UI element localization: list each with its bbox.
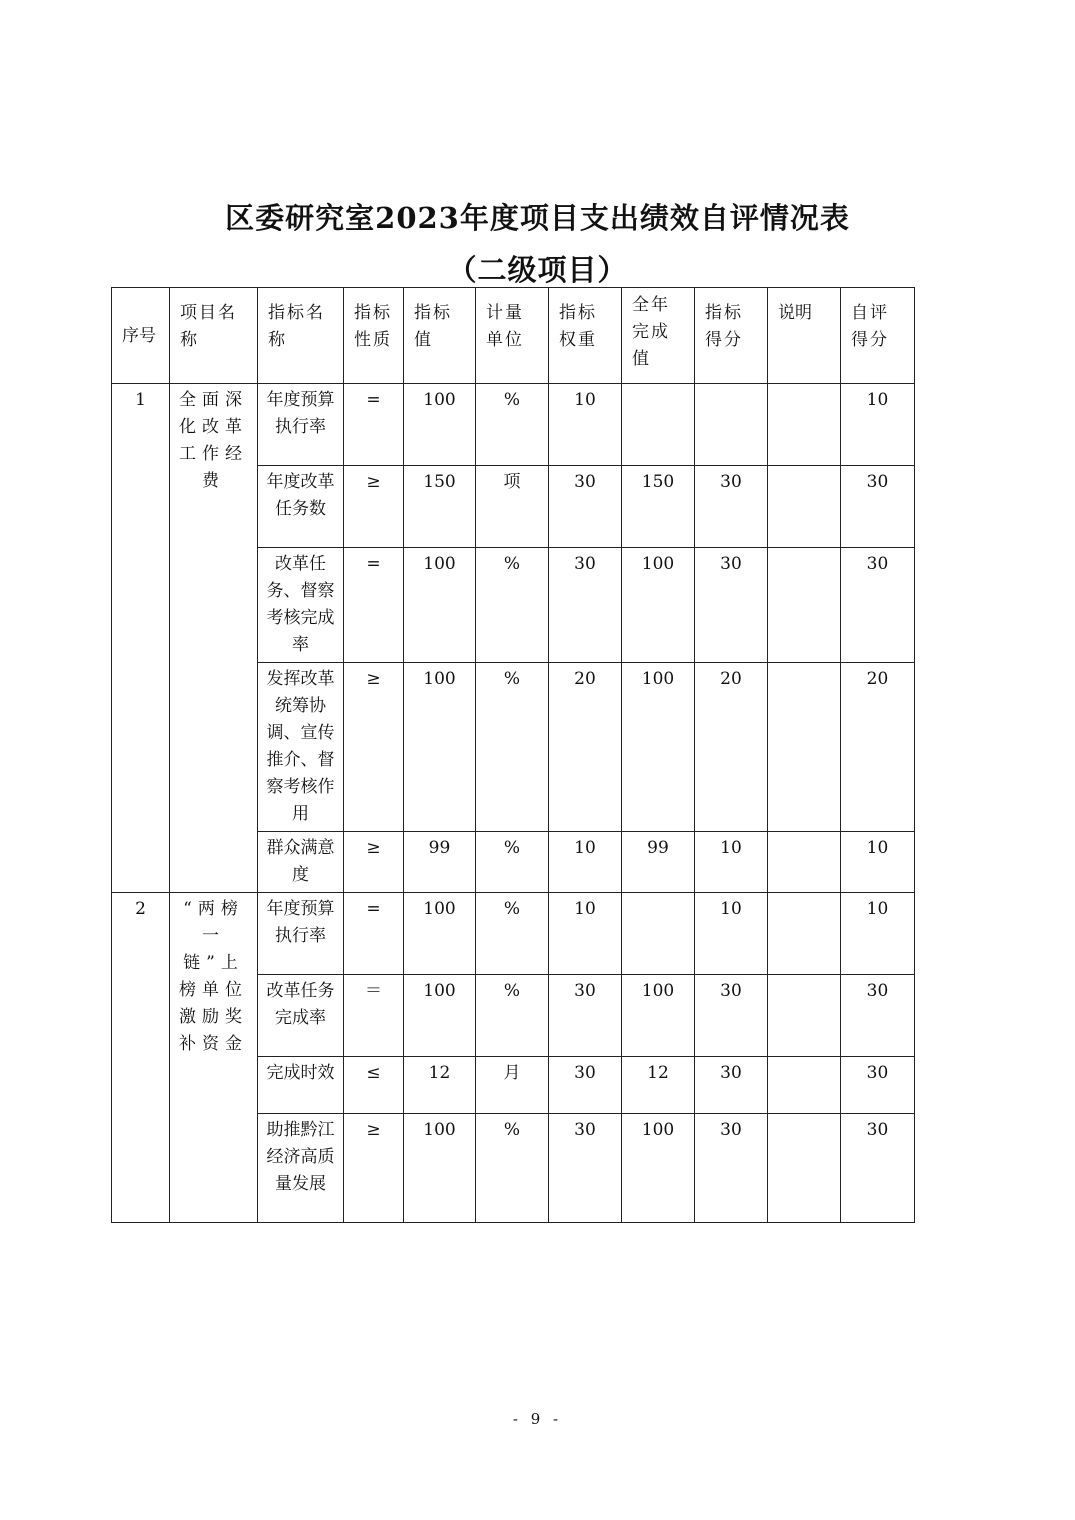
nature-cell: ≥ (344, 832, 404, 893)
indicator-cell: 年度预算执行率 (258, 893, 344, 975)
nature-cell: = (344, 384, 404, 466)
value-cell: 99 (404, 832, 476, 893)
value-cell: 100 (404, 663, 476, 832)
unit-cell: % (476, 893, 549, 975)
unit-cell: 项 (476, 466, 549, 548)
weight-cell: 30 (549, 975, 622, 1057)
unit-cell: % (476, 384, 549, 466)
value-cell: 100 (404, 1114, 476, 1223)
note-cell (768, 1114, 841, 1223)
header-cell: 自评得分 (841, 288, 915, 384)
self-score-cell: 10 (841, 384, 915, 466)
weight-cell: 10 (549, 832, 622, 893)
indicator-cell: 群众满意度 (258, 832, 344, 893)
unit-cell: % (476, 975, 549, 1057)
value-cell: 12 (404, 1057, 476, 1114)
value-cell: 100 (404, 384, 476, 466)
score-cell: 30 (695, 548, 768, 663)
score-cell: 20 (695, 663, 768, 832)
weight-cell: 30 (549, 1114, 622, 1223)
actual-cell: 100 (622, 1114, 695, 1223)
actual-cell: 150 (622, 466, 695, 548)
performance-table (111, 287, 915, 1223)
self-score-cell: 30 (841, 1114, 915, 1223)
value-cell: 100 (404, 548, 476, 663)
table-header-row (112, 288, 915, 384)
self-score-cell: 10 (841, 832, 915, 893)
value-cell: 100 (404, 975, 476, 1057)
header-cell: 序号 (112, 288, 170, 384)
indicator-cell: 改革任务、督察考核完成率 (258, 548, 344, 663)
note-cell (768, 893, 841, 975)
note-cell (768, 975, 841, 1057)
actual-cell (622, 384, 695, 466)
weight-cell: 30 (549, 1057, 622, 1114)
header-cell: 说明 (768, 288, 841, 384)
nature-cell: ≥ (344, 663, 404, 832)
nature-cell: ≤ (344, 1057, 404, 1114)
actual-cell: 100 (622, 975, 695, 1057)
document-title: 区委研究室2023年度项目支出绩效自评情况表 (225, 201, 850, 235)
unit-cell: % (476, 663, 549, 832)
note-cell (768, 384, 841, 466)
actual-cell: 100 (622, 663, 695, 832)
page-number: - 9 - (512, 1410, 563, 1428)
self-score-cell: 30 (841, 1057, 915, 1114)
header-cell: 指标性质 (344, 288, 404, 384)
score-cell: 10 (695, 893, 768, 975)
value-cell: 150 (404, 466, 476, 548)
seq-cell: 1 (112, 384, 170, 893)
unit-cell: % (476, 1114, 549, 1223)
header-cell: 全年完成值 (622, 288, 695, 384)
note-cell (768, 832, 841, 893)
indicator-cell: 年度改革任务数 (258, 466, 344, 548)
project-name-cell: 全面深化改革工作经费 (170, 384, 258, 893)
actual-cell: 99 (622, 832, 695, 893)
nature-cell: = (344, 548, 404, 663)
note-cell (768, 548, 841, 663)
score-cell: 30 (695, 1114, 768, 1223)
unit-cell: % (476, 548, 549, 663)
nature-cell: = (344, 893, 404, 975)
header-cell: 指标得分 (695, 288, 768, 384)
actual-cell: 100 (622, 548, 695, 663)
value-cell: 100 (404, 893, 476, 975)
unit-cell: 月 (476, 1057, 549, 1114)
note-cell (768, 663, 841, 832)
unit-cell: % (476, 832, 549, 893)
header-cell: 指标值 (404, 288, 476, 384)
nature-cell: ≥ (344, 466, 404, 548)
weight-cell: 20 (549, 663, 622, 832)
nature-cell: ≥ (344, 1114, 404, 1223)
document-subtitle: （二级项目） (447, 253, 628, 287)
seq-cell: 2 (112, 893, 170, 1223)
score-cell: 30 (695, 466, 768, 548)
self-score-cell: 30 (841, 466, 915, 548)
header-cell: 项目名称 (170, 288, 258, 384)
self-score-cell: 30 (841, 548, 915, 663)
score-cell: 30 (695, 975, 768, 1057)
nature-cell: ＝ (344, 975, 404, 1057)
score-cell: 10 (695, 832, 768, 893)
indicator-cell: 发挥改革统筹协调、宣传推介、督察考核作用 (258, 663, 344, 832)
indicator-cell: 年度预算执行率 (258, 384, 344, 466)
header-cell: 指标权重 (549, 288, 622, 384)
note-cell (768, 466, 841, 548)
weight-cell: 10 (549, 893, 622, 975)
self-score-cell: 10 (841, 893, 915, 975)
table-row (112, 893, 915, 975)
header-cell: 指标名称 (258, 288, 344, 384)
weight-cell: 10 (549, 384, 622, 466)
table-row (112, 384, 915, 466)
actual-cell (622, 893, 695, 975)
indicator-cell: 完成时效 (258, 1057, 344, 1114)
self-score-cell: 20 (841, 663, 915, 832)
self-score-cell: 30 (841, 975, 915, 1057)
project-name-cell: “两榜一链”上榜单位激励奖补资金 (170, 893, 258, 1223)
actual-cell: 12 (622, 1057, 695, 1114)
score-cell: 30 (695, 1057, 768, 1114)
indicator-cell: 改革任务完成率 (258, 975, 344, 1057)
note-cell (768, 1057, 841, 1114)
score-cell (695, 384, 768, 466)
header-cell: 计量单位 (476, 288, 549, 384)
weight-cell: 30 (549, 466, 622, 548)
weight-cell: 30 (549, 548, 622, 663)
indicator-cell: 助推黔江经济高质量发展 (258, 1114, 344, 1223)
